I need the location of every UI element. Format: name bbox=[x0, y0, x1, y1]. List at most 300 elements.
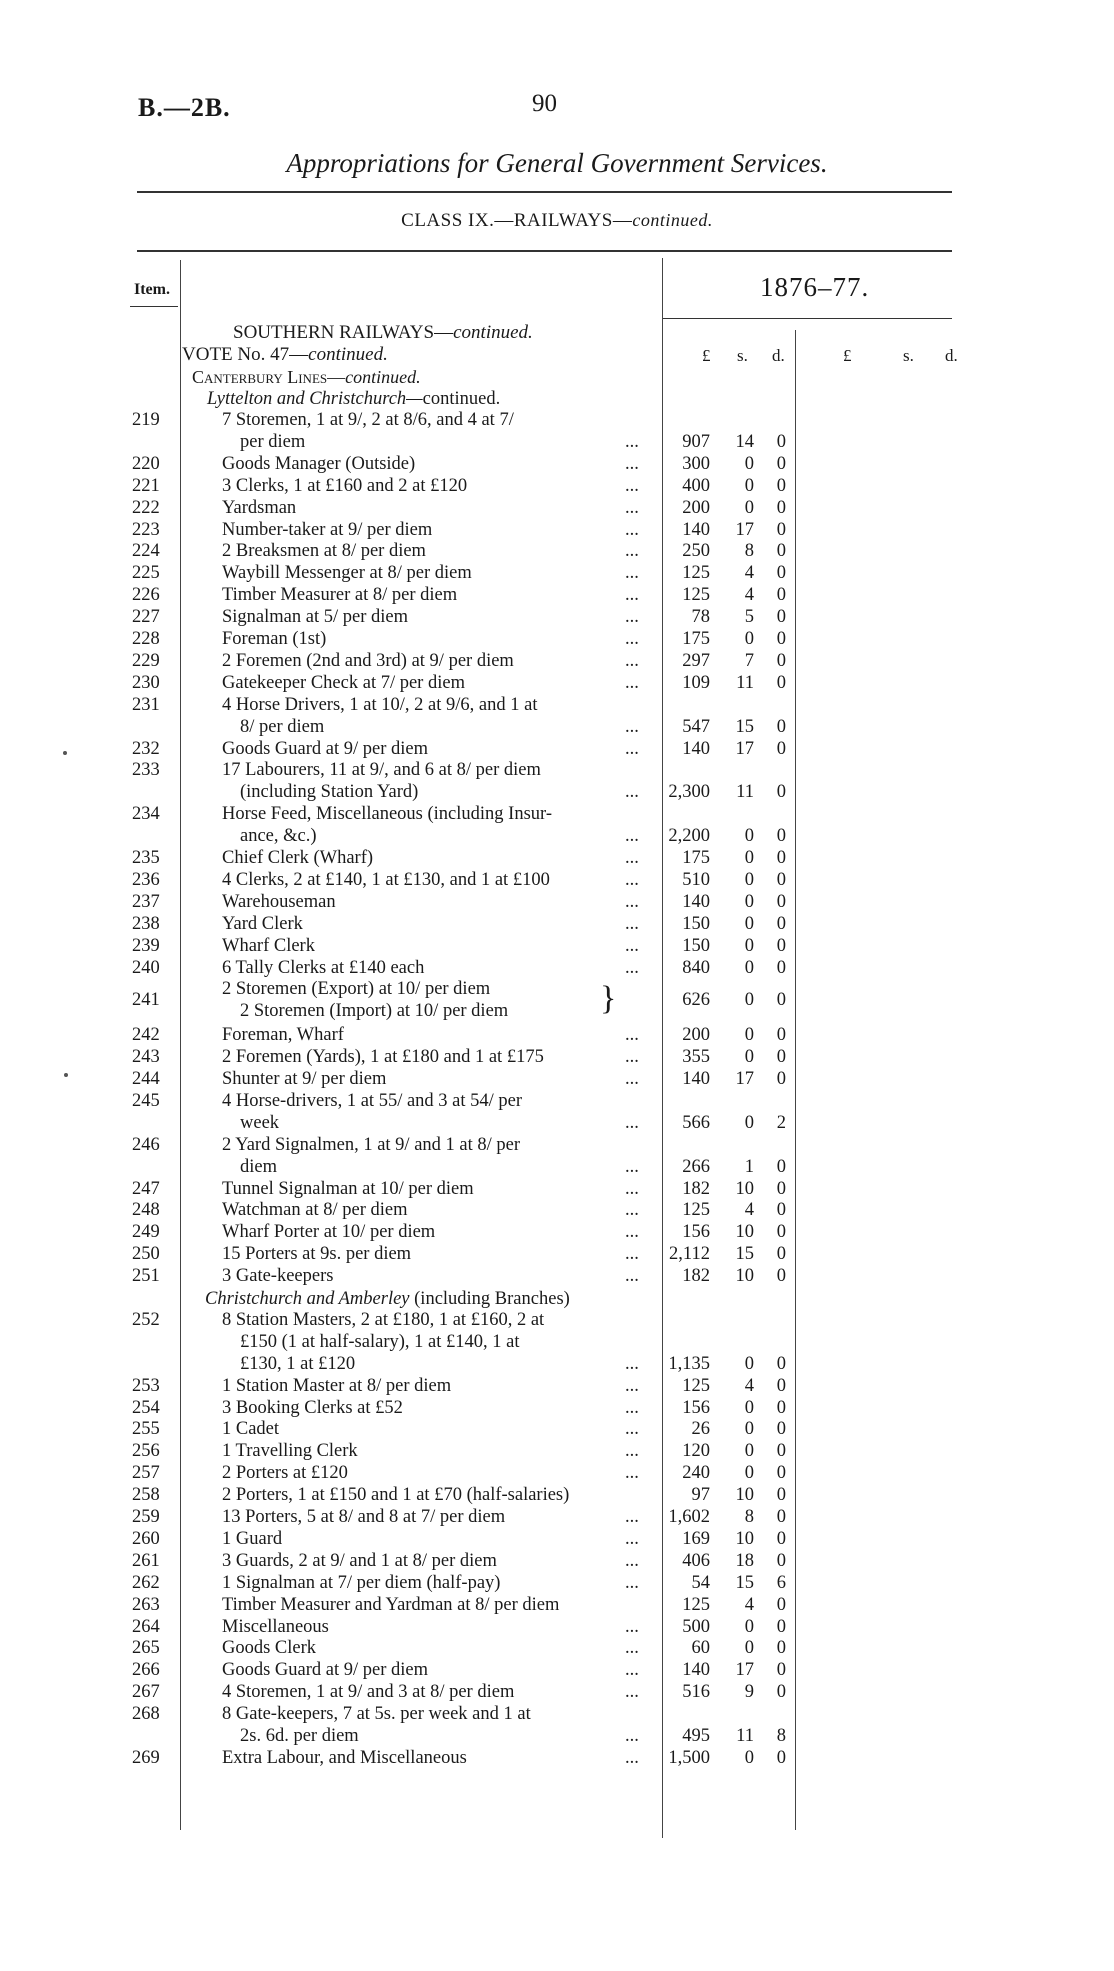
item-description: 2 Porters, 1 at £150 and 1 at £70 (half-salaries) bbox=[222, 1485, 570, 1506]
christchurch-continued: (including Branches) bbox=[409, 1289, 570, 1309]
amount-pounds: 1,135 bbox=[668, 1353, 710, 1374]
table-row bbox=[130, 1638, 970, 1660]
amount-shillings: 17 bbox=[735, 1660, 754, 1681]
table-row bbox=[130, 673, 970, 695]
item-number: 230 bbox=[132, 672, 160, 693]
amount-shillings: 0 bbox=[744, 913, 754, 934]
christchurch-heading: Christchurch and Amberley bbox=[205, 1289, 410, 1309]
item-description: £150 (1 at half-salary), 1 at £140, 1 at bbox=[240, 1331, 520, 1352]
amount-pounds: 125 bbox=[682, 585, 710, 606]
item-number: 231 bbox=[132, 694, 160, 715]
margin-mark bbox=[63, 751, 67, 755]
amount-shillings: 4 bbox=[744, 1594, 754, 1615]
item-number: 265 bbox=[132, 1638, 160, 1659]
table-row bbox=[130, 410, 970, 454]
leader-dots: ... bbox=[625, 891, 639, 912]
amount-pounds: 140 bbox=[682, 1660, 710, 1681]
item-number: 233 bbox=[132, 760, 160, 781]
page-number: 90 bbox=[532, 90, 557, 117]
item-description: ance, &c.) bbox=[240, 826, 317, 847]
item-number: 242 bbox=[132, 1025, 160, 1046]
amount-pence: 0 bbox=[776, 650, 786, 671]
amount-pounds: 97 bbox=[691, 1485, 710, 1506]
item-number: 236 bbox=[132, 869, 160, 890]
item-description: Wharf Clerk bbox=[222, 935, 315, 956]
item-number: 225 bbox=[132, 563, 160, 584]
item-description: Goods Guard at 9/ per diem bbox=[222, 1660, 429, 1681]
item-description: per diem bbox=[240, 431, 306, 452]
item-number: 256 bbox=[132, 1441, 160, 1462]
amount-pence: 0 bbox=[776, 1266, 786, 1287]
table-row bbox=[130, 1200, 970, 1222]
item-description: 8/ per diem bbox=[240, 716, 325, 737]
section-heading-christchurch bbox=[205, 1288, 570, 1310]
item-number: 249 bbox=[132, 1222, 160, 1243]
amount-shillings: 0 bbox=[744, 629, 754, 649]
item-number: 248 bbox=[132, 1200, 160, 1221]
item-description: 2 Breaksmen at 8/ per diem bbox=[222, 541, 426, 562]
item-description: 4 Storemen, 1 at 9/ and 3 at 8/ per diem bbox=[222, 1682, 515, 1703]
item-description: Yard Clerk bbox=[222, 913, 303, 934]
amount-shillings: 11 bbox=[736, 672, 754, 693]
table-row bbox=[130, 1310, 970, 1376]
amount-pence: 0 bbox=[776, 716, 786, 737]
amount-pence: 0 bbox=[776, 1353, 786, 1374]
amount-shillings: 15 bbox=[735, 716, 754, 737]
amount-pence: 0 bbox=[776, 1507, 786, 1527]
item-description: Wharf Porter at 10/ per diem bbox=[222, 1222, 436, 1243]
leader-dots: ... bbox=[625, 1747, 639, 1768]
shilling2-header: s. bbox=[903, 346, 914, 365]
amount-shillings: 0 bbox=[744, 1397, 754, 1418]
amount-pounds: 125 bbox=[682, 1375, 710, 1396]
item-number: 220 bbox=[132, 453, 160, 474]
leader-dots: ... bbox=[625, 957, 639, 978]
item-number: 258 bbox=[132, 1485, 160, 1506]
leader-dots: ... bbox=[625, 1156, 639, 1177]
amount-shillings: 4 bbox=[744, 1200, 754, 1221]
amount-shillings: 0 bbox=[744, 1353, 754, 1374]
table-row bbox=[130, 1660, 970, 1682]
item-description: 2 Yard Signalmen, 1 at 9/ and 1 at 8/ per bbox=[222, 1134, 521, 1155]
item-description: Timber Measurer at 8/ per diem bbox=[222, 585, 458, 606]
table-row bbox=[130, 1222, 970, 1244]
item-description: week bbox=[240, 1112, 280, 1133]
lyttelton-heading: Lyttelton and Christchurch— bbox=[207, 389, 423, 409]
amount-pence: 0 bbox=[776, 607, 786, 628]
vote-heading: VOTE No. 47— bbox=[182, 344, 309, 365]
amount-pounds: 150 bbox=[682, 935, 710, 956]
item-description: 3 Gate-keepers bbox=[222, 1266, 334, 1287]
amount-pounds: 175 bbox=[682, 848, 710, 868]
amount-pence: 0 bbox=[776, 672, 786, 693]
table-row bbox=[130, 520, 970, 542]
item-description: 1 Cadet bbox=[222, 1419, 280, 1440]
item-number: 235 bbox=[132, 848, 160, 868]
item-description: Chief Clerk (Wharf) bbox=[222, 848, 374, 868]
amount-shillings: 18 bbox=[735, 1550, 754, 1571]
amount-pounds: 547 bbox=[682, 716, 710, 737]
leader-dots: ... bbox=[625, 1507, 639, 1527]
year-column-header: 1876–77. bbox=[760, 272, 870, 302]
item-description: 6 Tally Clerks at £140 each bbox=[222, 957, 425, 978]
amount-pence: 0 bbox=[776, 1047, 786, 1068]
amount-pence: 6 bbox=[776, 1572, 786, 1593]
amount-pounds: 266 bbox=[682, 1156, 710, 1177]
amount-pounds: 156 bbox=[682, 1397, 710, 1418]
leader-dots: ... bbox=[625, 1244, 639, 1265]
amount-shillings: 4 bbox=[744, 1375, 754, 1396]
amount-pence: 0 bbox=[776, 1682, 786, 1703]
item-description: Warehouseman bbox=[222, 891, 336, 912]
amount-pence: 2 bbox=[776, 1112, 786, 1133]
amount-shillings: 0 bbox=[744, 1747, 754, 1768]
amount-pounds: 297 bbox=[682, 650, 710, 671]
item-number: 259 bbox=[132, 1507, 160, 1527]
amount-shillings: 14 bbox=[735, 431, 754, 452]
item-description: Extra Labour, and Miscellaneous bbox=[222, 1747, 467, 1768]
item-description: 1 Guard bbox=[222, 1528, 283, 1549]
leader-dots: ... bbox=[625, 1178, 639, 1199]
class-title bbox=[0, 210, 1114, 232]
amount-pence: 0 bbox=[776, 1025, 786, 1046]
item-number: 223 bbox=[132, 519, 160, 540]
item-description: Miscellaneous bbox=[222, 1616, 329, 1637]
item-number: 257 bbox=[132, 1463, 160, 1484]
amount-pence: 0 bbox=[776, 1747, 786, 1768]
amount-shillings: 15 bbox=[735, 1572, 754, 1593]
amount-pence: 0 bbox=[776, 563, 786, 584]
item-description: 8 Gate-keepers, 7 at 5s. per week and 1 at bbox=[222, 1704, 531, 1725]
table-row bbox=[130, 1266, 970, 1288]
item-number: 219 bbox=[132, 410, 160, 430]
item-description: 3 Guards, 2 at 9/ and 1 at 8/ per diem bbox=[222, 1550, 497, 1571]
item-number: 268 bbox=[132, 1704, 160, 1725]
table-row bbox=[130, 1595, 970, 1617]
table-row bbox=[130, 1507, 970, 1529]
amount-shillings: 0 bbox=[744, 497, 754, 518]
amount-pence: 0 bbox=[776, 1222, 786, 1243]
amount-shillings: 4 bbox=[744, 563, 754, 584]
brace-icon: } bbox=[600, 980, 617, 1018]
item-description: Goods Manager (Outside) bbox=[222, 453, 416, 474]
amount-shillings: 9 bbox=[744, 1682, 754, 1703]
item-description: 2s. 6d. per diem bbox=[240, 1725, 359, 1746]
amount-pence: 8 bbox=[776, 1725, 786, 1746]
item-column-header: Item. bbox=[134, 281, 170, 298]
canterbury-continued: continued. bbox=[345, 367, 421, 387]
amount-pence: 0 bbox=[776, 1528, 786, 1549]
item-number: 243 bbox=[132, 1047, 160, 1068]
amount-pence: 0 bbox=[776, 541, 786, 562]
table-row bbox=[130, 848, 970, 870]
item-description: Signalman at 5/ per diem bbox=[222, 607, 408, 628]
item-description: Goods Guard at 9/ per diem bbox=[222, 738, 429, 759]
table-row bbox=[130, 958, 970, 980]
section-heading-southern bbox=[233, 322, 533, 344]
table-row bbox=[130, 498, 970, 520]
item-number: 254 bbox=[132, 1397, 160, 1418]
amount-shillings: 10 bbox=[735, 1528, 754, 1549]
amount-pence: 0 bbox=[776, 1375, 786, 1396]
leader-dots: ... bbox=[625, 672, 639, 693]
amount-pence: 0 bbox=[776, 1485, 786, 1506]
amount-pence: 0 bbox=[776, 475, 786, 496]
leader-dots: ... bbox=[625, 1047, 639, 1068]
amount-pounds: 140 bbox=[682, 738, 710, 759]
leader-dots: ... bbox=[625, 650, 639, 671]
amount-shillings: 0 bbox=[744, 826, 754, 847]
amount-shillings: 1 bbox=[744, 1156, 754, 1177]
margin-mark bbox=[64, 1073, 68, 1077]
item-description: Yardsman bbox=[222, 497, 297, 518]
amount-pence: 0 bbox=[776, 913, 786, 934]
amount-pounds: 150 bbox=[682, 913, 710, 934]
leader-dots: ... bbox=[625, 1375, 639, 1396]
table-row bbox=[130, 1485, 970, 1507]
table-row bbox=[130, 1179, 970, 1201]
amount-pence: 0 bbox=[776, 782, 786, 803]
item-description: Tunnel Signalman at 10/ per diem bbox=[222, 1178, 474, 1199]
amount-pounds: 1,602 bbox=[668, 1507, 710, 1527]
shilling-header: s. bbox=[737, 346, 748, 365]
amount-shillings: 0 bbox=[744, 1616, 754, 1637]
table-row bbox=[130, 804, 970, 848]
pound-header: £ bbox=[702, 346, 711, 365]
leader-dots: ... bbox=[625, 1025, 639, 1046]
leader-dots: ... bbox=[625, 1572, 639, 1593]
item-number: 227 bbox=[132, 607, 160, 628]
item-number: 241 bbox=[132, 990, 160, 1011]
item-description: diem bbox=[240, 1156, 277, 1177]
leader-dots: ... bbox=[625, 475, 639, 496]
amount-pounds: 406 bbox=[682, 1550, 710, 1571]
amount-pounds: 125 bbox=[682, 1200, 710, 1221]
item-number: 246 bbox=[132, 1134, 160, 1155]
leader-dots: ... bbox=[625, 1266, 639, 1287]
leader-dots: ... bbox=[625, 497, 639, 518]
amount-shillings: 8 bbox=[744, 1507, 754, 1527]
amount-pence: 0 bbox=[776, 738, 786, 759]
amount-pence: 0 bbox=[776, 1638, 786, 1659]
amount-pounds: 355 bbox=[682, 1047, 710, 1068]
leader-dots: ... bbox=[625, 935, 639, 956]
amount-pence: 0 bbox=[776, 1178, 786, 1199]
amount-shillings: 0 bbox=[744, 848, 754, 868]
table-row bbox=[130, 454, 970, 476]
document-code: B.—2B. bbox=[138, 93, 231, 122]
item-description: Shunter at 9/ per diem bbox=[222, 1069, 387, 1089]
amount-pence: 0 bbox=[776, 1244, 786, 1265]
class-title-main: CLASS IX.—RAILWAYS— bbox=[401, 210, 633, 231]
table-row bbox=[130, 585, 970, 607]
amount-shillings: 7 bbox=[744, 650, 754, 671]
table-row bbox=[130, 1419, 970, 1441]
item-number: 266 bbox=[132, 1660, 160, 1681]
item-description: Watchman at 8/ per diem bbox=[222, 1200, 408, 1221]
item-description: 1 Signalman at 7/ per diem (half-pay) bbox=[222, 1572, 501, 1593]
amount-shillings: 0 bbox=[744, 1047, 754, 1068]
amount-pounds: 2,112 bbox=[669, 1244, 710, 1265]
item-description: 4 Clerks, 2 at £140, 1 at £130, and 1 at £100 bbox=[222, 869, 550, 890]
leader-dots: ... bbox=[625, 1638, 639, 1659]
item-number: 229 bbox=[132, 650, 160, 671]
pound2-header: £ bbox=[843, 346, 852, 365]
class-title-suffix: continued. bbox=[632, 210, 713, 230]
table-row bbox=[130, 1573, 970, 1595]
amount-shillings: 0 bbox=[744, 1025, 754, 1046]
amount-pence: 0 bbox=[776, 869, 786, 890]
amount-pence: 0 bbox=[776, 1069, 786, 1089]
item-description: 4 Horse Drivers, 1 at 10/, 2 at 9/6, and 1 at bbox=[222, 694, 538, 715]
item-description: 1 Station Master at 8/ per diem bbox=[222, 1375, 452, 1396]
item-description: 2 Foremen (Yards), 1 at £180 and 1 at £175 bbox=[222, 1047, 544, 1068]
amount-shillings: 0 bbox=[744, 957, 754, 978]
amount-pounds: 60 bbox=[691, 1638, 710, 1659]
item-description: 3 Clerks, 1 at £160 and 2 at £120 bbox=[222, 475, 468, 496]
amount-shillings: 0 bbox=[744, 453, 754, 474]
pence-header: d. bbox=[772, 346, 785, 365]
amount-pounds: 140 bbox=[682, 891, 710, 912]
table-row bbox=[130, 1398, 970, 1420]
item-number: 237 bbox=[132, 891, 160, 912]
item-description: Timber Measurer and Yardman at 8/ per diem bbox=[222, 1594, 560, 1615]
table-row bbox=[130, 1025, 970, 1047]
leader-dots: ... bbox=[625, 541, 639, 562]
amount-pence: 0 bbox=[776, 1200, 786, 1221]
amount-shillings: 8 bbox=[744, 541, 754, 562]
item-number: 261 bbox=[132, 1550, 160, 1571]
amount-pounds: 516 bbox=[682, 1682, 710, 1703]
amount-pounds: 26 bbox=[691, 1419, 710, 1440]
amount-pounds: 626 bbox=[682, 990, 710, 1011]
item-description: Goods Clerk bbox=[222, 1638, 317, 1659]
table-row bbox=[130, 563, 970, 585]
amount-pounds: 840 bbox=[682, 957, 710, 978]
leader-dots: ... bbox=[625, 1222, 639, 1243]
amount-shillings: 10 bbox=[735, 1266, 754, 1287]
leader-dots: ... bbox=[625, 1353, 639, 1374]
table-row bbox=[130, 870, 970, 892]
item-number: 250 bbox=[132, 1244, 160, 1265]
item-description: Foreman (1st) bbox=[222, 629, 327, 649]
amount-shillings: 0 bbox=[744, 891, 754, 912]
lyttelton-continued: continued. bbox=[422, 389, 501, 409]
amount-pence: 0 bbox=[776, 1594, 786, 1615]
leader-dots: ... bbox=[625, 1397, 639, 1418]
item-number: 263 bbox=[132, 1594, 160, 1615]
amount-pounds: 510 bbox=[682, 869, 710, 890]
amount-shillings: 0 bbox=[744, 1112, 754, 1133]
amount-shillings: 17 bbox=[735, 519, 754, 540]
leader-dots: ... bbox=[625, 1441, 639, 1462]
leader-dots: ... bbox=[625, 826, 639, 847]
amount-pounds: 400 bbox=[682, 475, 710, 496]
item-description: 2 Foremen (2nd and 3rd) at 9/ per diem bbox=[222, 650, 514, 671]
table-row bbox=[130, 1704, 970, 1748]
year-rule bbox=[663, 318, 952, 319]
leader-dots: ... bbox=[625, 1725, 639, 1746]
amount-pounds: 169 bbox=[682, 1528, 710, 1549]
amount-pounds: 1,500 bbox=[668, 1747, 710, 1768]
amount-pence: 0 bbox=[776, 1156, 786, 1177]
section-heading-vote bbox=[182, 344, 388, 366]
amount-shillings: 0 bbox=[744, 475, 754, 496]
item-description: 13 Porters, 5 at 8/ and 8 at 7/ per diem bbox=[222, 1507, 506, 1527]
amount-pounds: 182 bbox=[682, 1266, 710, 1287]
item-description: 7 Storemen, 1 at 9/, 2 at 8/6, and 4 at 7/ bbox=[222, 410, 514, 430]
amount-pounds: 566 bbox=[682, 1112, 710, 1133]
item-number: 260 bbox=[132, 1528, 160, 1549]
vote-continued: continued. bbox=[308, 344, 388, 365]
amount-pounds: 120 bbox=[682, 1441, 710, 1462]
amount-shillings: 0 bbox=[744, 1463, 754, 1484]
item-description: Foreman, Wharf bbox=[222, 1025, 344, 1046]
leader-dots: ... bbox=[625, 519, 639, 540]
amount-pence: 0 bbox=[776, 1616, 786, 1637]
leader-dots: ... bbox=[625, 913, 639, 934]
southern-heading: SOUTHERN RAILWAYS— bbox=[233, 322, 454, 343]
item-number: 221 bbox=[132, 475, 160, 496]
top-rule bbox=[137, 191, 952, 193]
item-description: 2 Storemen (Export) at 10/ per diem bbox=[222, 979, 491, 1000]
leader-dots: ... bbox=[625, 1112, 639, 1133]
table-row bbox=[130, 1551, 970, 1573]
item-number: 240 bbox=[132, 957, 160, 978]
table-row bbox=[130, 607, 970, 629]
amount-shillings: 10 bbox=[735, 1485, 754, 1506]
table-row bbox=[130, 892, 970, 914]
table-row bbox=[130, 936, 970, 958]
amount-pounds: 200 bbox=[682, 1025, 710, 1046]
amount-pence: 0 bbox=[776, 497, 786, 518]
amount-shillings: 5 bbox=[744, 607, 754, 628]
leader-dots: ... bbox=[625, 1419, 639, 1440]
item-description: £130, 1 at £120 bbox=[240, 1353, 356, 1374]
item-number: 244 bbox=[132, 1069, 160, 1089]
page-title-text: Appropriations for General Government Services. bbox=[286, 148, 828, 178]
table-row bbox=[130, 1617, 970, 1639]
table-top-rule bbox=[137, 250, 952, 252]
amount-pounds: 175 bbox=[682, 629, 710, 649]
amount-pounds: 495 bbox=[682, 1725, 710, 1746]
amount-pence: 0 bbox=[776, 1463, 786, 1484]
amount-shillings: 11 bbox=[736, 1725, 754, 1746]
amount-pounds: 200 bbox=[682, 497, 710, 518]
canterbury-heading: Canterbury Lines— bbox=[192, 367, 346, 387]
table-row bbox=[130, 914, 970, 936]
amount-pence: 0 bbox=[776, 519, 786, 540]
pence2-header: d. bbox=[945, 346, 958, 365]
table-row bbox=[130, 541, 970, 563]
amount-pence: 0 bbox=[776, 585, 786, 606]
item-number: 251 bbox=[132, 1266, 160, 1287]
leader-dots: ... bbox=[625, 1660, 639, 1681]
leader-dots: ... bbox=[625, 1682, 639, 1703]
amount-shillings: 10 bbox=[735, 1222, 754, 1243]
item-description: 3 Booking Clerks at £52 bbox=[222, 1397, 403, 1418]
item-description: 2 Storemen (Import) at 10/ per diem bbox=[240, 1001, 509, 1022]
amount-pence: 0 bbox=[776, 453, 786, 474]
item-number: 267 bbox=[132, 1682, 160, 1703]
amount-pounds: 125 bbox=[682, 563, 710, 584]
leader-dots: ... bbox=[625, 1463, 639, 1484]
section-heading-lyttelton bbox=[207, 388, 500, 410]
item-number: 239 bbox=[132, 935, 160, 956]
item-number: 262 bbox=[132, 1572, 160, 1593]
amount-pence: 0 bbox=[776, 1397, 786, 1418]
item-number: 247 bbox=[132, 1178, 160, 1199]
